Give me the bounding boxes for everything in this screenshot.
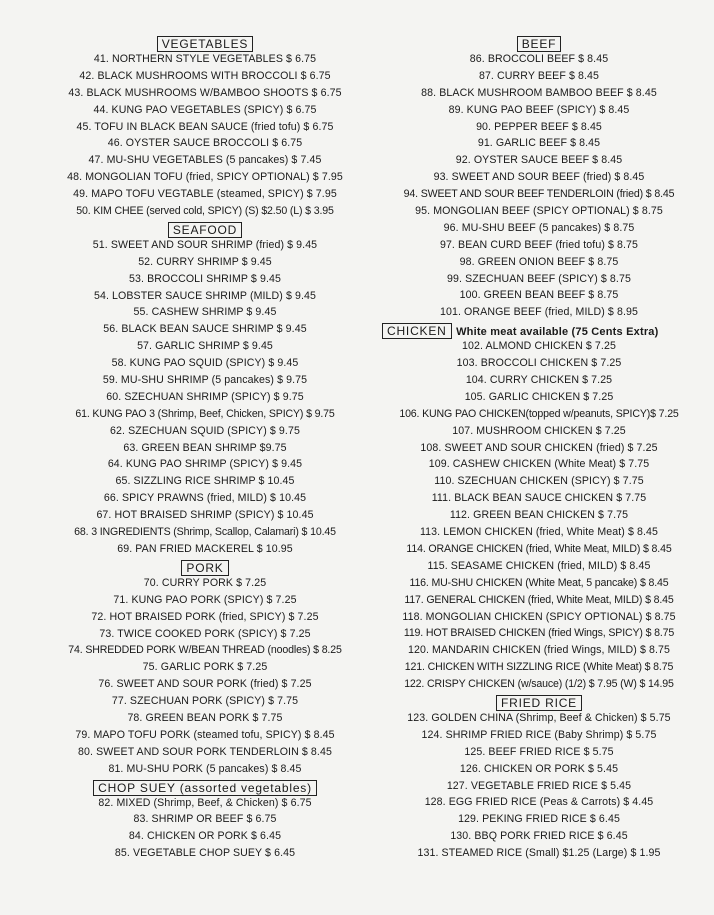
- right-column: [372, 34, 706, 862]
- menu-item: 46. OYSTER SAUCE BROCCOLI $ 6.75: [107, 137, 303, 150]
- menu-item: 125. BEEF FRIED RICE $ 5.75: [464, 745, 614, 758]
- chicken-white-meat-note: White meat available (75 Cents Extra): [456, 326, 659, 339]
- section-heading-vegetables: VEGETABLES: [157, 36, 253, 52]
- fried-rice-list: [372, 710, 706, 862]
- menu-item: 105. GARLIC CHICKEN $ 7.25: [464, 390, 614, 403]
- menu-item: 67. HOT BRAISED SHRIMP (SPICY) $ 10.45: [96, 509, 314, 522]
- menu-item: 116. MU-SHU CHICKEN (White Meat, 5 pancake) $ 8.45: [409, 576, 669, 589]
- menu-item: 43. BLACK MUSHROOMS W/BAMBOO SHOOTS $ 6.75: [68, 86, 342, 99]
- menu-item: 77. SZECHUAN PORK (SPICY) $ 7.75: [111, 695, 299, 708]
- menu-item: 112. GREEN BEAN CHICKEN $ 7.75: [449, 509, 629, 522]
- menu-item: 52. CURRY SHRIMP $ 9.45: [138, 255, 272, 268]
- pork-list: [40, 575, 370, 778]
- menu-item: 61. KUNG PAO 3 (Shrimp, Beef, Chicken, SPICY) $ 9.75: [75, 407, 335, 420]
- section-heading-fried-rice: FRIED RICE: [496, 695, 582, 711]
- menu-item: 49. MAPO TOFU VEGTABLE (steamed, SPICY) $ 7.95: [73, 188, 337, 201]
- seafood-list: [40, 237, 370, 558]
- menu-item: 72. HOT BRAISED PORK (fried, SPICY) $ 7.25: [91, 610, 319, 623]
- menu-item: 57. GARLIC SHRIMP $ 9.45: [137, 340, 273, 353]
- menu-item: 87. CURRY BEEF $ 8.45: [478, 69, 600, 82]
- menu-item: 42. BLACK MUSHROOMS WITH BROCCOLI $ 6.75: [79, 69, 331, 82]
- menu-item: 75. GARLIC PORK $ 7.25: [142, 661, 268, 674]
- menu-item: 80. SWEET AND SOUR PORK TENDERLOIN $ 8.45: [78, 745, 332, 758]
- menu-item: 84. CHICKEN OR PORK $ 6.45: [128, 830, 282, 843]
- menu-item: 113. LEMON CHICKEN (fried, White Meat) $ 8.45: [419, 526, 659, 539]
- menu-item: 98. GREEN ONION BEEF $ 8.75: [459, 255, 619, 268]
- menu-item: 115. SEASAME CHICKEN (fried, MILD) $ 8.45: [427, 559, 651, 572]
- menu-item: 82. MIXED (Shrimp, Beef, & Chicken) $ 6.75: [98, 796, 312, 809]
- menu-item: 110. SZECHUAN CHICKEN (SPICY) $ 7.75: [434, 475, 644, 488]
- menu-item: 94. SWEET AND SOUR BEEF TENDERLOIN (fried) $ 8.45: [403, 188, 675, 201]
- section-heading-chicken: CHICKEN: [382, 323, 452, 339]
- menu-item: 62. SZECHUAN SQUID (SPICY) $ 9.75: [110, 424, 300, 437]
- menu-item: 90. PEPPER BEEF $ 8.45: [476, 120, 602, 133]
- section-heading-chop-suey: CHOP SUEY (assorted vegetables): [93, 780, 317, 796]
- menu-item: 97. BEAN CURD BEEF (fried tofu) $ 8.75: [439, 238, 639, 251]
- menu-item: 129. PEKING FRIED RICE $ 6.45: [458, 813, 620, 826]
- section-heading-beef: BEEF: [517, 36, 562, 52]
- menu-item: 91. GARLIC BEEF $ 8.45: [477, 137, 601, 150]
- menu-item: 103. BROCCOLI CHICKEN $ 7.25: [456, 357, 622, 370]
- menu-item: 111. BLACK BEAN SAUCE CHICKEN $ 7.75: [431, 492, 647, 505]
- menu-item: 108. SWEET AND SOUR CHICKEN (fried) $ 7.25: [420, 441, 658, 454]
- menu-item: 76. SWEET AND SOUR PORK (fried) $ 7.25: [98, 678, 312, 691]
- menu-item: 88. BLACK MUSHROOM BAMBOO BEEF $ 8.45: [421, 86, 657, 99]
- menu-item: 70. CURRY PORK $ 7.25: [143, 576, 267, 589]
- section-heading-pork: PORK: [181, 560, 228, 576]
- menu-item: 127. VEGETABLE FRIED RICE $ 5.45: [446, 779, 632, 792]
- menu-item: 54. LOBSTER SAUCE SHRIMP (MILD) $ 9.45: [93, 289, 317, 302]
- menu-item: 119. HOT BRAISED CHICKEN (fried Wings, SPICY) $ 8.75: [403, 627, 675, 640]
- menu-item: 85. VEGETABLE CHOP SUEY $ 6.45: [114, 847, 296, 860]
- menu-item: 51. SWEET AND SOUR SHRIMP (fried) $ 9.45: [92, 238, 318, 251]
- menu-item: 58. KUNG PAO SQUID (SPICY) $ 9.45: [111, 357, 299, 370]
- menu-item: 114. ORANGE CHICKEN (fried, White Meat, MILD) $ 8.45: [406, 542, 672, 555]
- menu-item: 68. 3 INGREDIENTS (Shrimp, Scallop, Calamari) $ 10.45: [74, 526, 336, 539]
- menu-item: 126. CHICKEN OR PORK $ 5.45: [459, 762, 619, 775]
- menu-item: 122. CRISPY CHICKEN (w/sauce) (1/2) $ 7.95 (W) $ 14.95: [404, 678, 674, 691]
- beef-list: [372, 51, 706, 321]
- menu-item: 107. MUSHROOM CHICKEN $ 7.25: [452, 424, 626, 437]
- chop-suey-list: [40, 795, 370, 863]
- menu-item: 71. KUNG PAO PORK (SPICY) $ 7.25: [113, 593, 297, 606]
- menu-item: 123. GOLDEN CHINA (Shrimp, Beef & Chicken) $ 5.75: [407, 711, 671, 724]
- menu-item: 128. EGG FRIED RICE (Peas & Carrots) $ 4.45: [424, 796, 654, 809]
- menu-item: 100. GREEN BEAN BEEF $ 8.75: [459, 289, 619, 302]
- section-heading-seafood: SEAFOOD: [168, 222, 242, 238]
- menu-item: 120. MANDARIN CHICKEN (fried Wings, MILD) $ 8.75: [407, 644, 671, 657]
- menu-item: 101. ORANGE BEEF (fried, MILD) $ 8.95: [440, 306, 638, 319]
- menu-item: 47. MU-SHU VEGETABLES (5 pancakes) $ 7.45: [88, 154, 322, 167]
- menu-item: 64. KUNG PAO SHRIMP (SPICY) $ 9.45: [107, 458, 303, 471]
- menu-item: 44. KUNG PAO VEGETABLES (SPICY) $ 6.75: [93, 103, 317, 116]
- menu-item: 121. CHICKEN WITH SIZZLING RICE (White Meat) $ 8.75: [404, 661, 674, 674]
- menu-item: 95. MONGOLIAN BEEF (SPICY OPTIONAL) $ 8.75: [415, 205, 663, 218]
- menu-item: 106. KUNG PAO CHICKEN(topped w/peanuts, SPICY)$ 7.25: [399, 407, 679, 420]
- menu-item: 99. SZECHUAN BEEF (SPICY) $ 8.75: [447, 272, 631, 285]
- menu-item: 131. STEAMED RICE (Small) $1.25 (Large) $ 1.95: [417, 847, 661, 860]
- menu-item: 73. TWICE COOKED PORK (SPICY) $ 7.25: [99, 627, 311, 640]
- menu-item: 102. ALMOND CHICKEN $ 7.25: [462, 340, 616, 353]
- menu-item: 83. SHRIMP OR BEEF $ 6.75: [133, 813, 277, 826]
- menu-item: 81. MU-SHU PORK (5 pancakes) $ 8.45: [108, 762, 302, 775]
- menu-item: 65. SIZZLING RICE SHRIMP $ 10.45: [115, 475, 295, 488]
- menu-item: 96. MU-SHU BEEF (5 pancakes) $ 8.75: [443, 221, 635, 234]
- menu-item: 41. NORTHERN STYLE VEGETABLES $ 6.75: [93, 53, 317, 65]
- menu-item: 124. SHRIMP FRIED RICE (Baby Shrimp) $ 5.75: [421, 728, 657, 741]
- menu-item: 60. SZECHUAN SHRIMP (SPICY) $ 9.75: [106, 390, 304, 403]
- menu-item: 93. SWEET AND SOUR BEEF (fried) $ 8.45: [433, 171, 645, 184]
- menu-item: 79. MAPO TOFU PORK (steamed tofu, SPICY) $ 8.45: [75, 728, 335, 741]
- menu-item: 130. BBQ PORK FRIED RICE $ 6.45: [450, 830, 628, 843]
- menu-item: 48. MONGOLIAN TOFU (fried, SPICY OPTIONAL) $ 7.95: [67, 171, 343, 184]
- menu-item: 45. TOFU IN BLACK BEAN SAUCE (fried tofu) $ 6.75: [76, 120, 334, 133]
- menu-item: 66. SPICY PRAWNS (fried, MILD) $ 10.45: [103, 492, 307, 505]
- vegetables-list: [40, 51, 370, 220]
- chicken-list: [372, 338, 706, 693]
- menu-item: 92. OYSTER SAUCE BEEF $ 8.45: [455, 154, 623, 167]
- menu-item: 50. KIM CHEE (served cold, SPICY) (S) $2.50 (L) $ 3.95: [76, 205, 334, 218]
- menu-item: 117. GENERAL CHICKEN (fried, White Meat, MILD) $ 8.45: [404, 593, 674, 606]
- menu-item: 109. CASHEW CHICKEN (White Meat) $ 7.75: [428, 458, 650, 471]
- menu-item: 78. GREEN BEAN PORK $ 7.75: [127, 711, 283, 724]
- menu-item: 118. MONGOLIAN CHICKEN (SPICY OPTIONAL) $ 8.75: [402, 610, 676, 623]
- menu-item: 86. BROCCOLI BEEF $ 8.45: [469, 53, 609, 65]
- menu-item: 55. CASHEW SHRIMP $ 9.45: [133, 306, 277, 319]
- menu-item: 74. SHREDDED PORK W/BEAN THREAD (noodles) $ 8.25: [68, 644, 342, 657]
- left-column: [40, 34, 370, 862]
- menu-item: 63. GREEN BEAN SHRIMP $9.75: [123, 441, 287, 454]
- menu-item: 53. BROCCOLI SHRIMP $ 9.45: [129, 272, 281, 285]
- menu-item: 56. BLACK BEAN SAUCE SHRIMP $ 9.45: [103, 323, 307, 336]
- menu-item: 69. PAN FRIED MACKEREL $ 10.95: [117, 542, 293, 555]
- menu-item: 59. MU-SHU SHRIMP (5 pancakes) $ 9.75: [102, 374, 308, 387]
- menu-item: 104. CURRY CHICKEN $ 7.25: [465, 374, 613, 387]
- menu-item: 89. KUNG PAO BEEF (SPICY) $ 8.45: [448, 103, 630, 116]
